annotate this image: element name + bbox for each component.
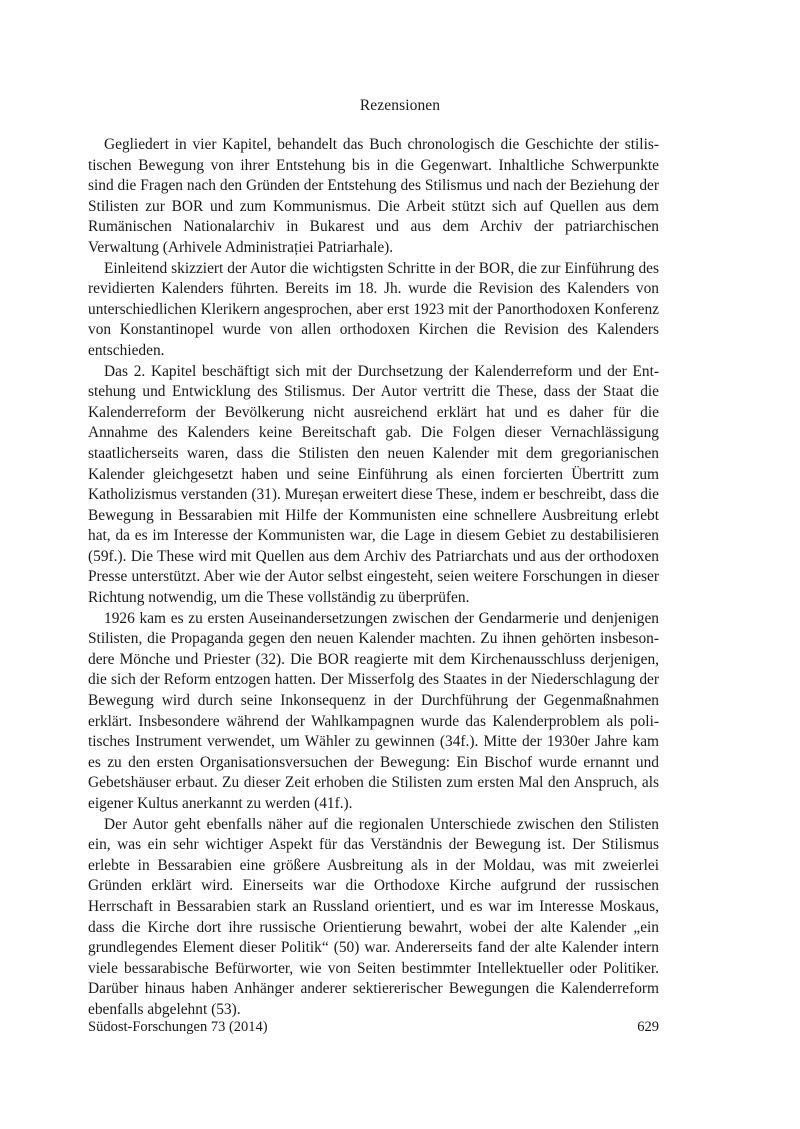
journal-citation: Südost-Forschungen 73 (2014)	[88, 1019, 268, 1035]
running-head: Rezensionen	[359, 97, 441, 114]
paragraph-chapters-overview: Gegliedert in vier Kapitel, behandelt das Buch chronologisch die Geschichte der stilistischen Bewegung von ihrer Entstehung bis in die Gegenwart. Inhaltliche Schwerpunkte sind die Fragen nach den Gründen der Entstehung des Stilismus und nach der Beziehung der Stilisten zur BOR und zum Kommunismus. Die Arbeit stützt sich auf Quellen aus dem Rumänischen Nationalarchiv in Bukarest und aus dem Archiv der patriarchischen Verwaltung (Arhivele Administrației Patriarhale).	[88, 136, 659, 256]
paragraph-1926-conflicts: 1926 kam es zu ersten Auseinandersetzungen zwischen der Gendarmerie und denjenigen Stilisten, die Propaganda gegen den neuen Kalender machten. Zu ihnen gehörten insbesondere Mönche und Priester (32). Die BOR reagierte mit dem Kirchenausschluss derjenigen, die sich der Reform entzogen hatten. Der Misserfolg des Staates in der Niederschlagung der Bewegung wird durch seine Inkonsequenz in der Durchführung der Gegenmaßnahmen erklärt. Insbesondere während der Wahlkampagnen wurde das Kalenderproblem als politisches Instrument verwendet, um Wähler zu gewinnen (34f.). Mitte der 1930er Jahre kam es zu den ersten Organisationsversuchen der Bewegung: Ein Bischof wurde ernannt und Gebetshäuser erbaut. Zu dieser Zeit erhoben die Stilisten zum ersten Mal den Anspruch, als eigener Kultus anerkannt zu werden (41f.).	[88, 609, 659, 812]
page-footer	[88, 1019, 659, 1039]
page-number: 629	[637, 1019, 659, 1035]
paragraph-introduction: Einleitend skizziert der Autor die wichtigsten Schritte in der BOR, die zur Einführung des revidierten Kalenders führten. Bereits im 18. Jh. wurde die Revision des Kalenders von unterschiedlichen Klerikern angesprochen, aber erst 1923 mit der Panorthodoxen Konferenz von Konstantinopel wurde von allen orthodoxen Kirchen die Revision des Kalenders entschieden.	[88, 259, 659, 359]
paragraph-chapter-two: Das 2. Kapitel beschäftigt sich mit der Durchsetzung der Kalenderreform und der Entstehung und Entwicklung des Stilismus. Der Autor vertritt die These, dass der Staat die Kalenderreform der Bevölkerung nicht ausreichend erklärt hat und es daher für die Annahme des Kalenders keine Bereitschaft gab. Die Folgen dieser Vernachlässigung staatlicherseits waren, dass die Stilisten den neuen Kalender mit dem gregorianischen Kalender gleichgesetzt haben und seine Einführung als einen forcierten Übertritt zum Katholizismus verstanden (31). Mureșan erweitert diese These, indem er beschreibt, dass die Bewegung in Bessarabien mit Hilfe der Kommunisten eine schnellere Ausbreitung erlebt hat, da es im Interesse der Kommunisten war, die Lage in diesem Gebiet zu destabilisieren (59f.). Die These wird mit Quellen aus dem Archiv des Patriarchats und aus der orthodoxen Presse unterstützt. Aber wie der Autor selbst eingesteht, seien weitere Forschungen in dieser Richtung notwendig, um die These vollständig zu überprüfen.	[88, 362, 659, 607]
review-body	[88, 135, 659, 1021]
paragraph-regional-differences: Der Autor geht ebenfalls näher auf die regionalen Unterschiede zwischen den Stilisten ein, was ein sehr wichtiger Aspekt für das Verständnis der Bewegung ist. Der Stilismus erlebte in Bessarabien eine größere Ausbreitung als in der Moldau, was mit zweierlei Gründen erklärt wird. Einerseits war die Orthodoxe Kirche aufgrund der russischen Herrschaft in Bessarabien stark an Russland orientiert, und es war im Interesse Moskaus, dass die Kirche dort ihre russische Orientierung bewahrt, wobei der alte Kalender „ein grundlegendes Element dieser Politik“ (50) war. Andererseits fand der alte Kalender intern viele bessarabische Befürworter, wie von Seiten bestimmter Intellektueller oder Politiker. Darüber hinaus haben Anhänger anderer sektiererischer Bewegungen die Kalenderreform ebenfalls abgelehnt (53).	[88, 815, 659, 1018]
